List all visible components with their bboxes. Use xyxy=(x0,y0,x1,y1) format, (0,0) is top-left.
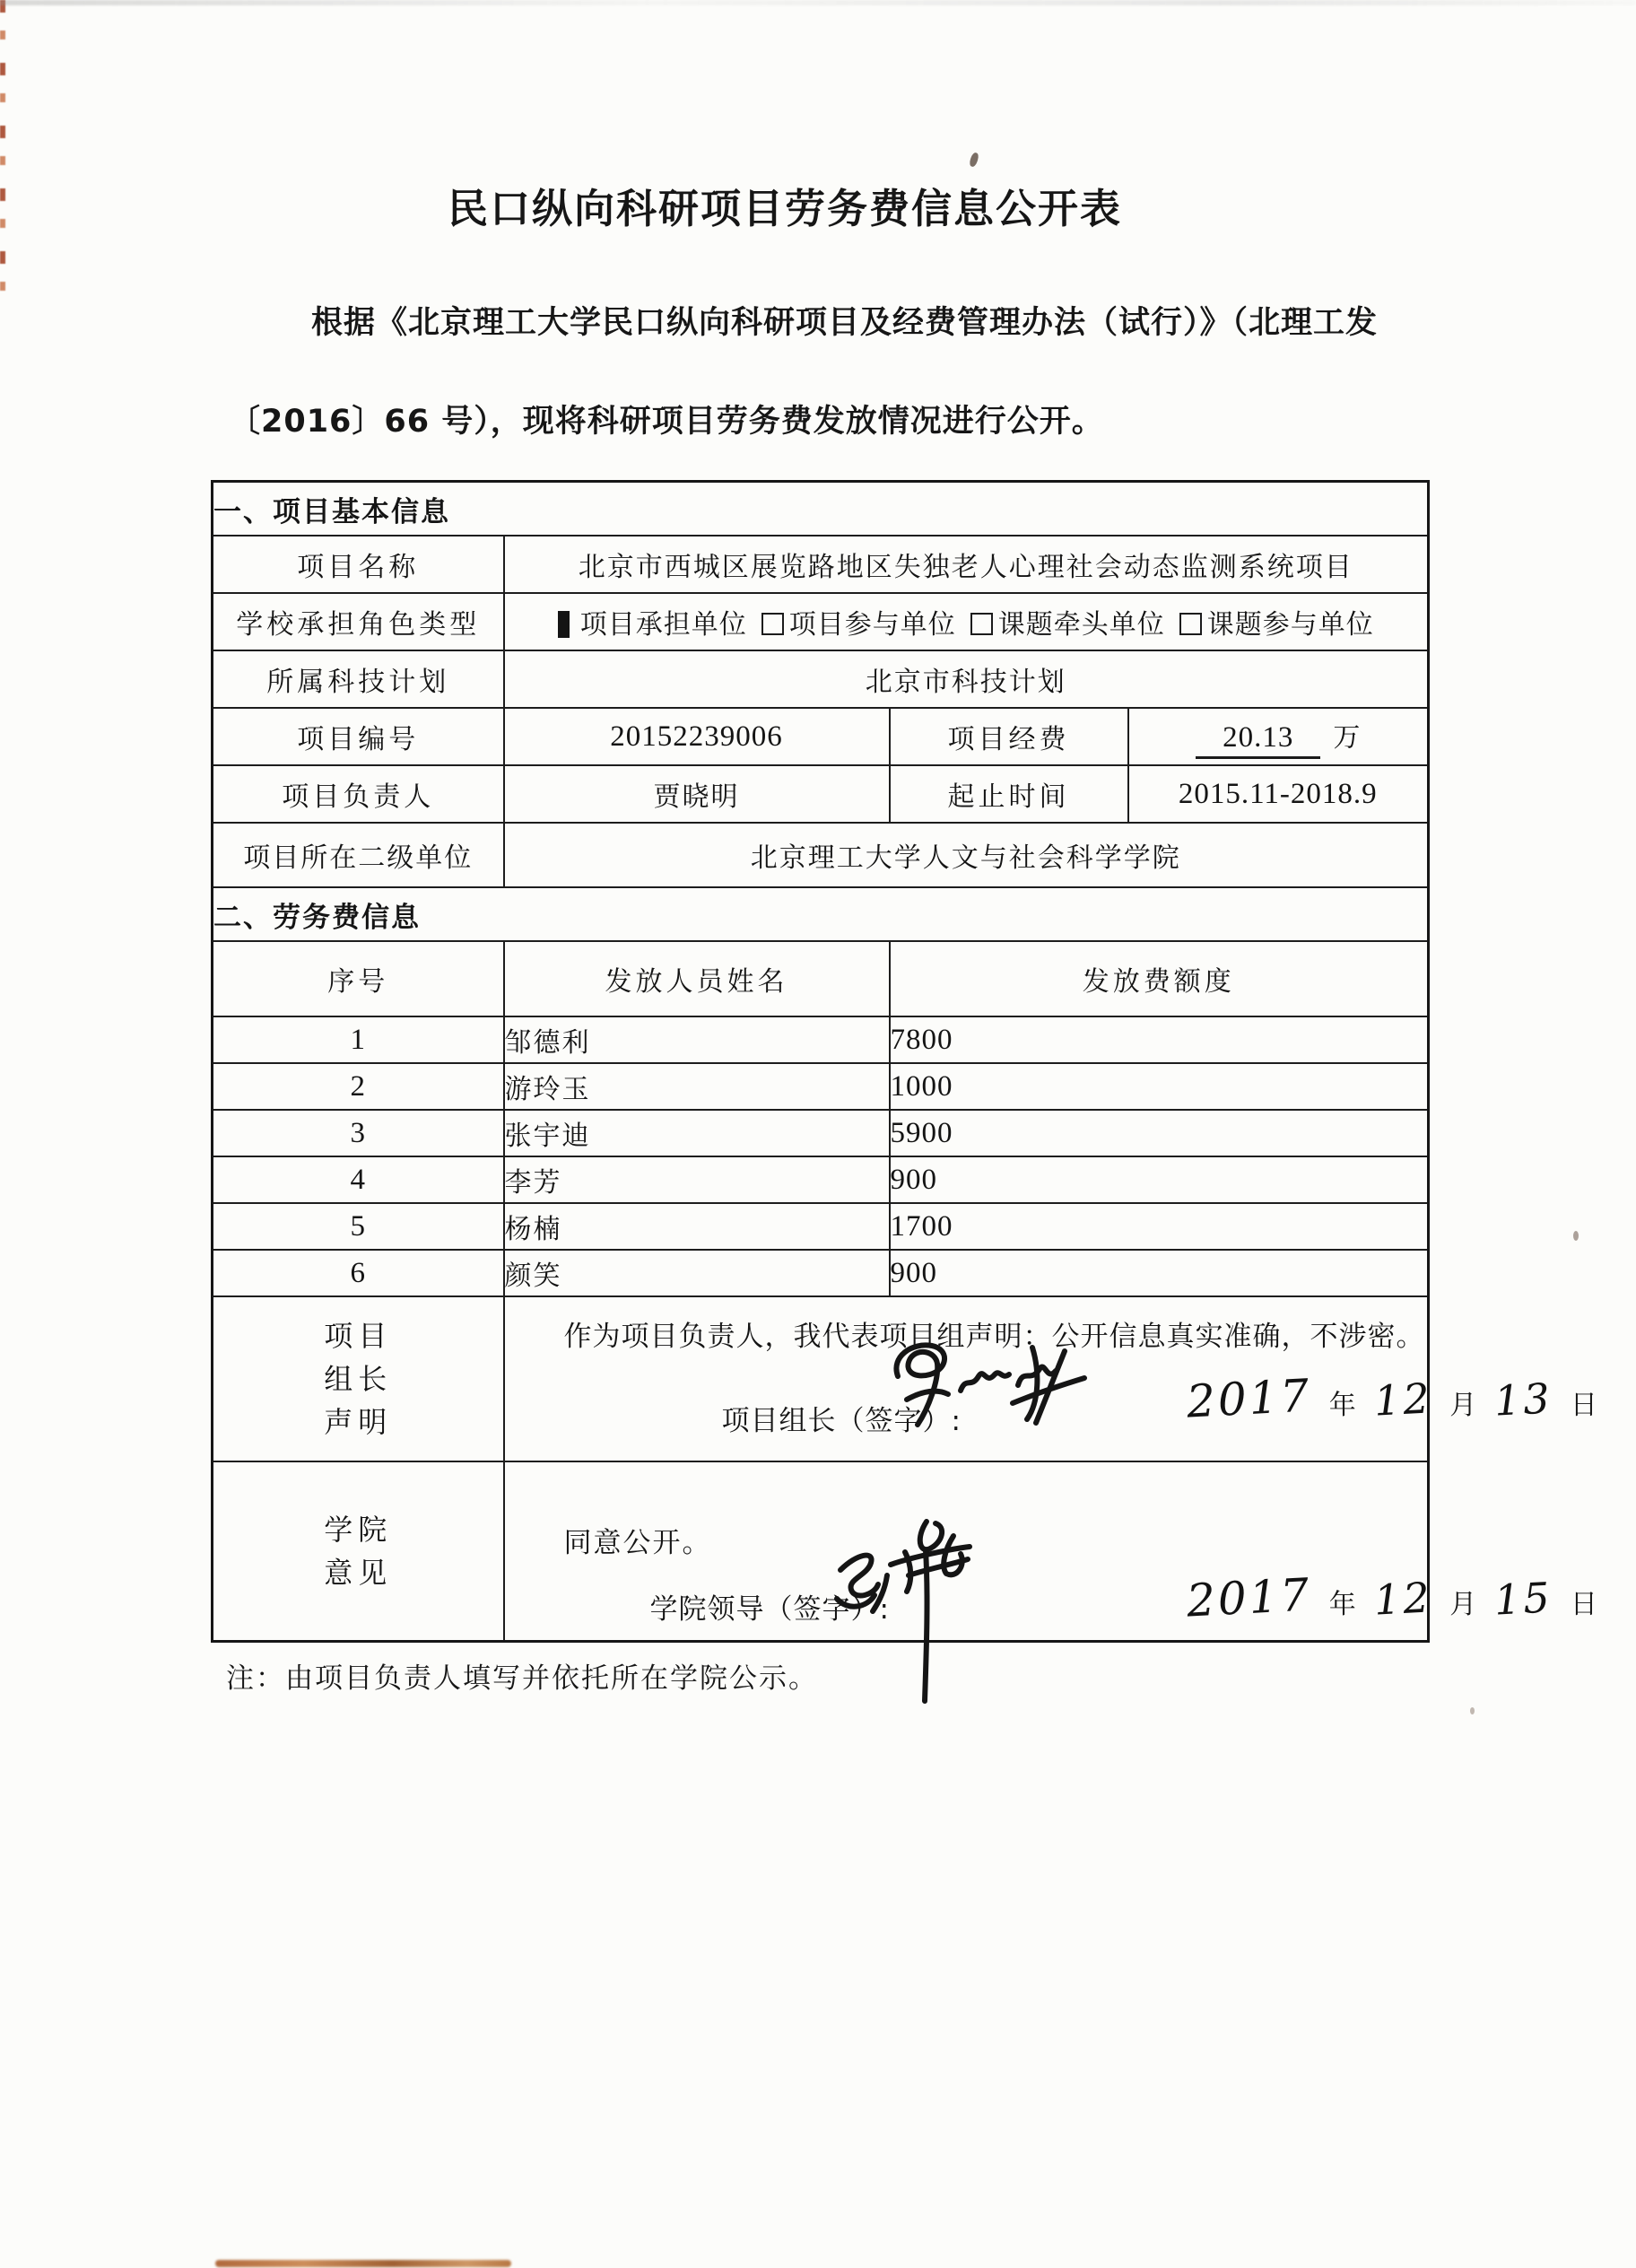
project-name-value: 北京市西城区展览路地区失独老人心理社会动态监测系统项目 xyxy=(504,536,1429,593)
leader-value: 贾晓明 xyxy=(504,765,890,823)
payee-amount: 900 xyxy=(890,1156,1429,1203)
leader-declaration-row xyxy=(213,1296,1429,1461)
date-year: 2017 xyxy=(1185,1568,1313,1627)
college-opinion-label: 学院 意见 xyxy=(213,1461,504,1642)
payee-amount: 900 xyxy=(890,1250,1429,1296)
unit-value: 北京理工大学人文与社会科学学院 xyxy=(504,823,1429,887)
scan-artifact-bottom-smudge xyxy=(215,2260,511,2267)
column-header-name: 发放人员姓名 xyxy=(504,941,890,1016)
row-no: 5 xyxy=(213,1203,504,1250)
row-project-name xyxy=(213,536,1429,593)
date-day: 15 xyxy=(1492,1573,1554,1625)
checkbox-unchecked-icon xyxy=(1179,613,1202,635)
college-opinion-content-cell xyxy=(504,1461,1597,1642)
section-labor-fee-header xyxy=(213,887,1429,941)
year-character: 年 xyxy=(1328,1390,1356,1421)
scan-artifact-speck xyxy=(1470,1707,1475,1714)
row-no: 1 xyxy=(213,1016,504,1063)
project-name-label: 项目名称 xyxy=(213,536,504,593)
row-program xyxy=(213,650,1429,708)
footnote: 注：由项目负责人填写并依托所在学院公示。 xyxy=(226,1662,818,1695)
budget-unit: 万 xyxy=(1333,721,1361,754)
year-character: 年 xyxy=(1328,1589,1356,1620)
day-character: 日 xyxy=(1570,1390,1597,1421)
role-option-label: 课题牵头单位 xyxy=(997,609,1165,641)
declaration-content-cell xyxy=(504,1296,1597,1461)
role-option-label: 课题参与单位 xyxy=(1206,609,1374,641)
college-opinion-row xyxy=(213,1461,1429,1642)
row-role-type xyxy=(213,593,1429,650)
program-value: 北京市科技计划 xyxy=(504,650,1429,708)
scan-artifact-speck xyxy=(969,152,980,168)
intro-paragraph-line2: 〔2016〕66 号），现将科研项目劳务费发放情况进行公开。 xyxy=(229,404,1104,440)
checkbox-unchecked-icon xyxy=(761,613,784,635)
payee-amount: 1000 xyxy=(890,1063,1429,1110)
section-basic-info-title: 一、项目基本信息 xyxy=(213,482,1429,536)
payee-amount: 5900 xyxy=(890,1110,1429,1156)
leader-label: 项目负责人 xyxy=(213,765,504,823)
budget-label: 项目经费 xyxy=(890,708,1128,765)
row-no: 3 xyxy=(213,1110,504,1156)
declaration-statement: 作为项目负责人，我代表项目组声明：公开信息真实准确，不涉密。 xyxy=(563,1321,1425,1353)
labor-fee-column-header-row xyxy=(213,941,1429,1016)
college-opinion-date xyxy=(1185,1568,1597,1627)
row-leader-period xyxy=(213,765,1429,823)
project-no-value: 20152239006 xyxy=(504,708,890,765)
column-header-amount: 发放费额度 xyxy=(890,941,1429,1016)
period-label: 起止时间 xyxy=(890,765,1128,823)
disclosure-form-table xyxy=(211,480,1597,1643)
role-type-options xyxy=(504,593,1429,650)
college-sign-label: 学院领导（签字）: xyxy=(649,1593,890,1626)
scan-artifact-top-edge xyxy=(0,0,1636,5)
payee-amount: 7800 xyxy=(890,1016,1429,1063)
row-project-no-budget xyxy=(213,708,1429,765)
date-day: 13 xyxy=(1492,1374,1554,1426)
project-no-label: 项目编号 xyxy=(213,708,504,765)
document-title: 民口纵向科研项目劳务费信息公开表 xyxy=(447,185,1122,232)
payee-name: 游玲玉 xyxy=(504,1063,890,1110)
declaration-label: 项目 组长 声明 xyxy=(213,1296,504,1461)
month-character: 月 xyxy=(1449,1390,1477,1421)
budget-value: 20.13 xyxy=(1196,721,1320,759)
checkbox-checked-icon xyxy=(558,611,570,638)
labor-fee-row xyxy=(213,1016,1429,1063)
payee-name: 张宇迪 xyxy=(504,1110,890,1156)
intro-paragraph-line1: 根据《北京理工大学民口纵向科研项目及经费管理办法（试行）》（北理工发 xyxy=(311,305,1379,341)
checkbox-unchecked-icon xyxy=(970,613,993,635)
declaration-date xyxy=(1185,1369,1597,1428)
period-value: 2015.11-2018.9 xyxy=(1128,765,1429,823)
column-header-no: 序号 xyxy=(213,941,504,1016)
scan-artifact-left-edge xyxy=(0,0,5,296)
role-option-label: 项目参与单位 xyxy=(788,609,956,641)
payee-name: 杨楠 xyxy=(504,1203,890,1250)
program-label: 所属科技计划 xyxy=(213,650,504,708)
unit-label: 项目所在二级单位 xyxy=(213,823,504,887)
labor-fee-row xyxy=(213,1203,1429,1250)
labor-fee-row xyxy=(213,1063,1429,1110)
row-secondary-unit xyxy=(213,823,1429,887)
date-year: 2017 xyxy=(1185,1369,1313,1428)
month-character: 月 xyxy=(1449,1589,1477,1620)
role-option-label: 项目承担单位 xyxy=(579,609,747,641)
payee-name: 颜笑 xyxy=(504,1250,890,1296)
date-month: 12 xyxy=(1372,1573,1433,1625)
payee-name: 李芳 xyxy=(504,1156,890,1203)
labor-fee-row xyxy=(213,1156,1429,1203)
row-no: 6 xyxy=(213,1250,504,1296)
day-character: 日 xyxy=(1570,1589,1597,1620)
row-no: 4 xyxy=(213,1156,504,1203)
payee-name: 邹德利 xyxy=(504,1016,890,1063)
date-month: 12 xyxy=(1372,1374,1433,1426)
row-no: 2 xyxy=(213,1063,504,1110)
leader-sign-label: 项目组长（签字）: xyxy=(721,1405,962,1437)
scan-artifact-speck xyxy=(1573,1231,1579,1241)
payee-amount: 1700 xyxy=(890,1203,1429,1250)
section-basic-info-header xyxy=(213,482,1429,536)
college-opinion-statement: 同意公开。 xyxy=(563,1527,712,1559)
section-labor-fee-title: 二、劳务费信息 xyxy=(213,887,1429,941)
labor-fee-row xyxy=(213,1250,1429,1296)
labor-fee-row xyxy=(213,1110,1429,1156)
role-type-label: 学校承担角色类型 xyxy=(213,593,504,650)
